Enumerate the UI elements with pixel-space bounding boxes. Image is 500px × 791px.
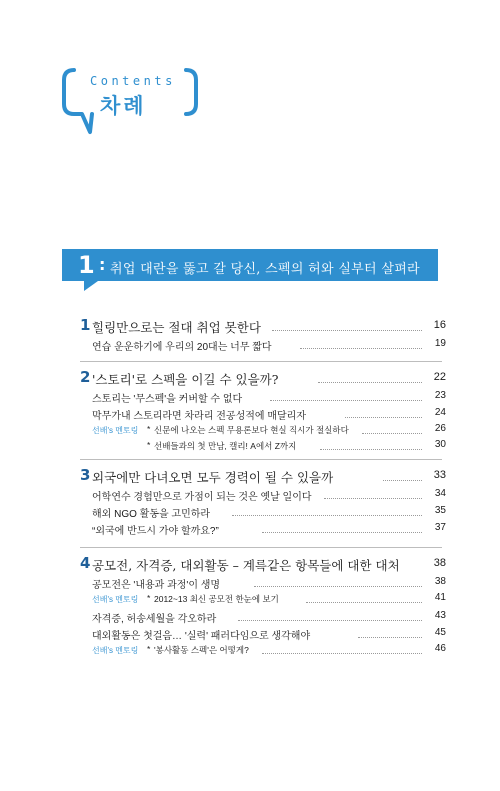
star-icon: * [147,424,151,434]
toc-entry: 연습 운운하기에 우리의 20대는 너무 짧다 [92,342,272,353]
leader-dots [254,586,422,587]
section-title: 외국에만 다녀오면 모두 경력이 될 수 있을까 [92,470,334,485]
leader-dots [262,532,422,533]
entry-page: 23 [434,390,446,401]
leader-dots [306,602,422,603]
leader-dots [270,400,422,401]
entry-page: 41 [434,592,446,603]
part-colon: : [99,255,106,274]
section-title: 힐링만으로는 절대 취업 못한다 [92,320,261,335]
leader-dots [262,653,422,654]
section-page: 38 [433,557,446,569]
leader-dots [358,637,422,638]
entry-page: 24 [434,407,446,418]
toc-entry: 어학연수 경험만으로 가점이 되는 것은 옛날 일이다 [92,492,312,503]
section-divider [80,361,442,362]
entry-page: 26 [434,423,446,434]
section-number: 3 [80,466,91,484]
star-icon: * [147,440,151,450]
toc-entry: 막무가내 스토리라면 차라리 전공성적에 매달리자 [92,411,306,422]
mentoring-entry: 선배들과의 첫 만남, 캘리! A에서 Z까지 [154,441,297,451]
mentoring-label: 선배's 멘토링 [92,595,139,604]
toc-entry: 스토리는 '무스펙'을 커버할 수 없다 [92,394,243,405]
leader-dots [345,417,422,418]
leader-dots [272,330,422,331]
entry-page: 43 [434,610,446,621]
section-page: 22 [433,371,446,383]
entry-page: 35 [434,505,446,516]
entry-page: 19 [434,338,446,349]
toc-title: 차례 [100,94,147,118]
leader-dots [238,620,422,621]
toc-entry: 해외 NGO 활동을 고민하라 [92,509,211,520]
toc-entry: 공모전은 '내용과 과정'이 생명 [92,580,221,591]
entry-page: 30 [434,439,446,450]
toc-entry: “외국에 반드시 가야 할까요?” [92,526,219,537]
leader-dots [362,433,422,434]
star-icon: * [147,593,151,603]
mentoring-label: 선배's 멘토링 [92,426,139,435]
entry-page: 37 [434,522,446,533]
mentoring-entry: '봉사활동 스펙'은 어떻게? [154,645,249,655]
toc-entry: 대외활동은 첫걸음… '실력' 패러다임으로 생각해야 [92,631,311,642]
mentoring-entry: 신문에 나오는 스펙 무용론보다 현실 직시가 절실하다 [154,425,349,435]
entry-page: 45 [434,627,446,638]
mentoring-entry: 2012~13 최신 공모전 한눈에 보기 [154,594,279,604]
leader-dots [320,449,422,450]
section-title: '스토리'로 스펙을 이길 수 있을까? [92,372,279,387]
section-page: 16 [433,319,446,331]
entry-page: 38 [434,576,446,587]
leader-dots [232,515,422,516]
toc-entry: 자격증, 허송세월을 각오하라 [92,614,217,625]
part-title: 취업 대란을 뚫고 갈 당신, 스펙의 허와 실부터 살펴라 [110,262,420,277]
section-page: 33 [433,469,446,481]
contents-label: Contents [90,74,176,88]
section-number: 4 [80,554,91,572]
section-divider [80,547,442,548]
section-title: 공모전, 자격증, 대외활동 – 계륵같은 항목들에 대한 대처 [92,558,400,573]
part-number: 1 [78,251,95,279]
section-number: 1 [80,316,91,334]
leader-dots [300,348,422,349]
entry-page: 46 [434,643,446,654]
star-icon: * [147,644,151,654]
section-divider [80,459,442,460]
leader-dots [318,382,422,383]
leader-dots [383,480,422,481]
mentoring-label: 선배's 멘토링 [92,646,139,655]
entry-page: 34 [434,488,446,499]
leader-dots [324,498,422,499]
section-number: 2 [80,368,91,386]
